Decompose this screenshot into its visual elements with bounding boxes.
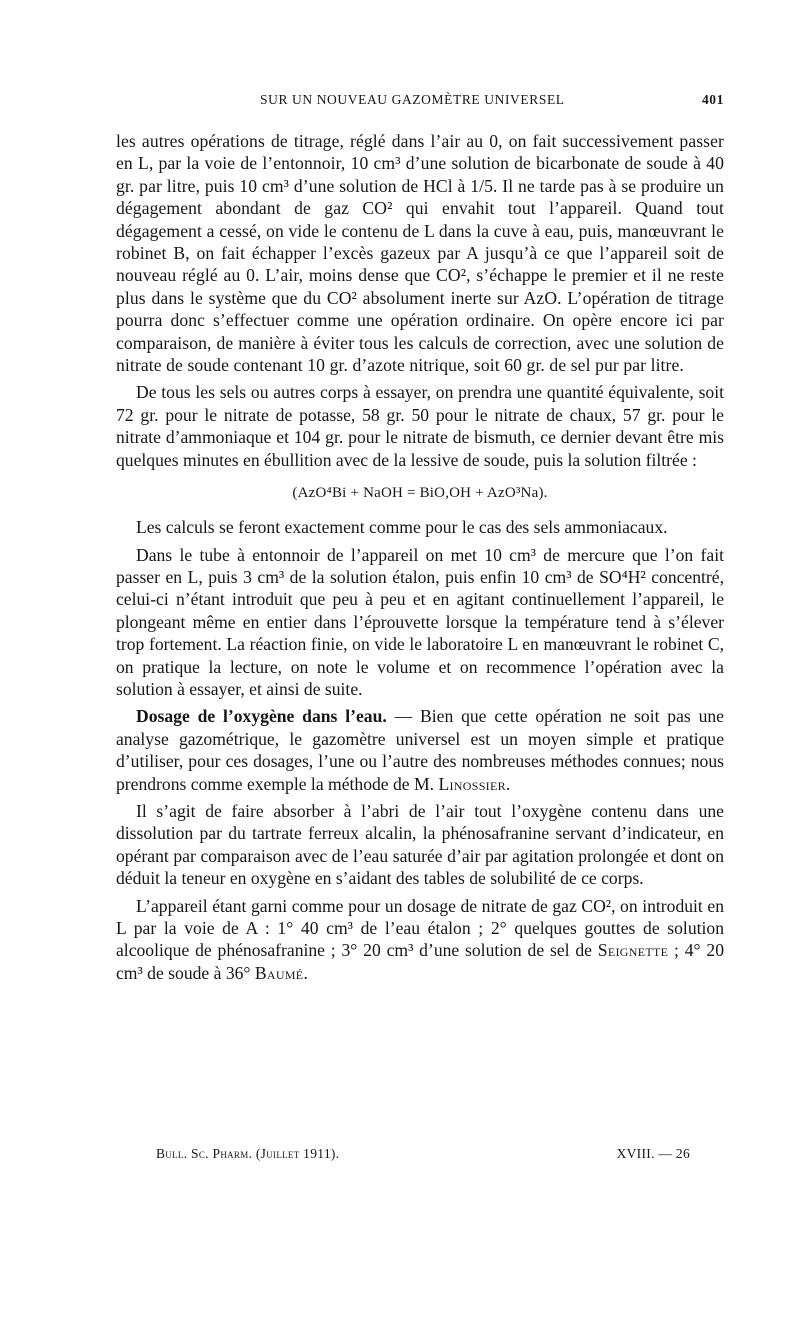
running-title: SUR UN NOUVEAU GAZOMÈTRE UNIVERSEL <box>260 92 565 107</box>
paragraph-5-end: . <box>505 773 511 794</box>
paragraph-3: Les calculs se feront exactement comme pour le cas des sels ammoniacaux. <box>136 517 668 538</box>
paragraph-7-end: . <box>303 962 308 983</box>
journal-citation: Bull. Sc. Pharm. (Juillet 1911). <box>156 1146 340 1161</box>
sheet-signature: XVIII. — 26 <box>616 1146 690 1161</box>
paragraph-1: les autres opérations de titrage, réglé dans l’air au 0, on fait successivement passer en L, par la voie de l’entonnoir, 10 cm³ d’une solution de bicarbonate de soude à 40 gr. par litre, puis 10 cm³ d’une solution de HCl à 1/5. Il ne tarde pas à se produire un dégagement abondant de gaz CO² qui envahit tout l’appareil. Quand tout dégagement a cessé, on vide le contenu de L dans la cuve à eau, puis, manœuvrant le robinet B, on fait échapper l’excès gazeux par A jusqu’à ce que l’appareil soit de nouveau réglé au 0. L’air, moins dense que CO², s’échappe le premier et il ne reste plus dans le système que du CO² absolument inerte sur AzO. L’opération de titrage pourra donc s’effectuer comme une opération ordinaire. On opère encore ici par comparaison, de manière à éviter tous les calculs de correction, avec une solution de nitrate de soude contenant 10 gr. d’azote nitrique, soit 60 gr. de sel pur par litre. <box>116 131 724 376</box>
paragraph-6: Il s’agit de faire absorber à l’abri de l’air tout l’oxygène contenu dans une dissolution par du tartrate ferreux alcalin, la phénosafranine servant d’indicateur, en opérant par comparaison avec de l’eau saturée d’air par agitation prolongée et dont on déduit la teneur en oxygène en s’aidant des tables de solubilité de ce corps. <box>116 800 724 889</box>
page-footer <box>156 1146 690 1168</box>
paragraph-7 <box>116 895 724 985</box>
running-head <box>116 90 724 112</box>
paragraph-7-text-b: ; 4° 20 cm³ de soude à 36° <box>116 940 725 983</box>
page-number: 401 <box>701 92 724 107</box>
paragraph-7-text-a: L’appareil étant garni comme pour un dosage de nitrate de gaz CO², on introduit en L par la voie de A : 1° 40 cm³ de l’eau étalon ; 2° quelques gouttes de solution alcoolique de phénosafranine ; 3° 20 cm³ d’une solution de sel de <box>116 895 724 961</box>
paragraph-4: Dans le tube à entonnoir de l’appareil on met 10 cm³ de mercure que l’on fait passer en L, puis 3 cm³ de la solution étalon, puis enfin 10 cm³ de SO⁴H² concentré, celui-ci n’étant introduit que peu à peu et en agitant continuellement l’appareil, le plongeant même en entier dans l’éprouvette lorsque la température tend à s’élever trop fortement. La réaction finie, on vide le laboratoire L en manœuvrant le robinet C, on pratique la lecture, on note le volume et on recommence l’opération avec la solution à essayer, et ainsi de suite. <box>116 544 724 699</box>
paragraph-2: De tous les sels ou autres corps à essayer, on prendra une quantité équivalente, soit 72 gr. pour le nitrate de potasse, 58 gr. 50 pour le nitrate de chaux, 57 gr. pour le nitrate d’ammoniaque et 104 gr. pour le nitrate de bismuth, ce dernier devant être mis quelques minutes en ébullition avec de la lessive de soude, puis la solution filtrée : <box>116 382 724 470</box>
page <box>116 90 724 989</box>
name-baume: Baumé <box>254 962 304 983</box>
name-seignette: Seignette <box>597 940 669 961</box>
section-heading: Dosage de l’oxygène dans l’eau. <box>136 706 387 727</box>
paragraph-5-text: — Bien que cette opération ne soit pas une analyse gazométrique, le gazomètre universel est un moyen simple et pratique d’utiliser, pour ces dosages, l’une ou l’autre des nombreuses méthodes connues; nous prendrons comme exemple la méthode de M. <box>116 706 724 794</box>
chemical-formula: (AzO⁴Bi + NaOH = BiO,OH + AzO³Na). <box>292 485 548 502</box>
author-name-linossier: Linossier <box>438 773 506 794</box>
paragraph-5 <box>116 705 724 795</box>
